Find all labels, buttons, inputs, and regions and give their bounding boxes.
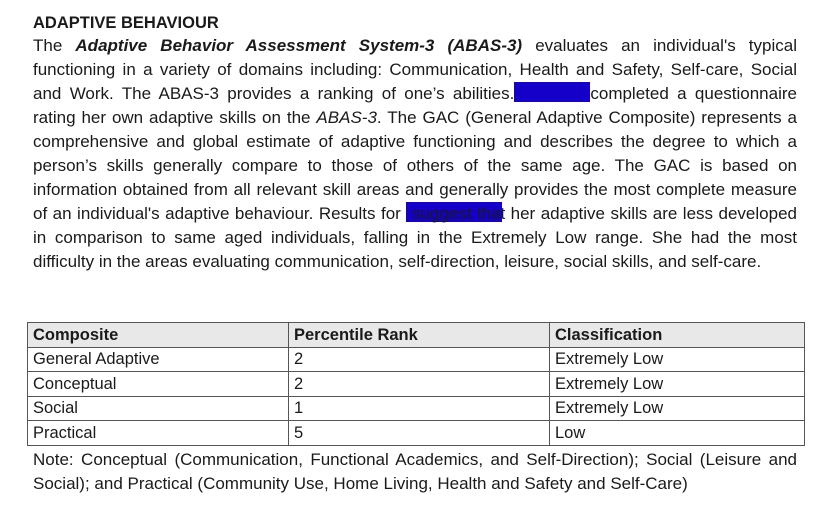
test-abbreviation: ABAS-3	[316, 108, 377, 127]
table-row	[28, 372, 805, 397]
composite-cell: Conceptual	[28, 372, 289, 397]
redaction-box	[514, 82, 590, 102]
para-part-1: evaluates an individual's typical functioning in a variety of domains including: Communication, Health and Safety, Self-care, Social and Work. The ABAS-3 provides a ranking of one’s abilities.	[33, 36, 797, 103]
percentile-cell: 1	[289, 396, 550, 421]
percentile-cell: 2	[289, 347, 550, 372]
header-composite: Composite	[28, 323, 289, 348]
classification-cell: Extremely Low	[550, 347, 805, 372]
classification-cell: Low	[550, 421, 805, 446]
classification-cell: Extremely Low	[550, 372, 805, 397]
para-part-4: suggest that her adaptive skills are less developed in comparison to same aged individuals, falling in the Extremely Low range. She had the most difficulty in the areas evaluating communication, self-direction, leisure, social skills, and self-care.	[33, 204, 797, 271]
scores-table	[27, 322, 805, 446]
para-intro: The	[33, 36, 76, 55]
header-percentile-rank: Percentile Rank	[289, 323, 550, 348]
test-name: Adaptive Behavior Assessment System-3 (ABAS-3)	[75, 36, 523, 55]
section-heading: ADAPTIVE BEHAVIOUR	[33, 14, 219, 32]
classification-cell: Extremely Low	[550, 396, 805, 421]
section-paragraph	[33, 34, 797, 274]
table-header-row	[28, 323, 805, 348]
report-section	[33, 12, 797, 274]
table-row	[28, 396, 805, 421]
composite-cell: Practical	[28, 421, 289, 446]
header-classification: Classification	[550, 323, 805, 348]
percentile-cell: 2	[289, 372, 550, 397]
para-part-2: completed a questionnaire rating her own adaptive skills on the	[33, 84, 797, 127]
percentile-cell: 5	[289, 421, 550, 446]
composite-cell: Social	[28, 396, 289, 421]
table-note: Note: Conceptual (Communication, Functional Academics, and Self-Direction); Social (Leisure and Social); and Practical (Community Use, Home Living, Health and Safety and Self-Care)	[33, 450, 797, 493]
composite-cell: General Adaptive	[28, 347, 289, 372]
para-part-3: . The GAC (General Adaptive Composite) represents a comprehensive and global estimate of adaptive functioning and describes the degree to which a person’s skills generally compare to those of others of the same age. The GAC is based on information obtained from all relevant skill areas and generally provides the most complete measure of an individual's adaptive behaviour. Results for	[33, 108, 797, 223]
table-row	[28, 421, 805, 446]
table-row	[28, 347, 805, 372]
